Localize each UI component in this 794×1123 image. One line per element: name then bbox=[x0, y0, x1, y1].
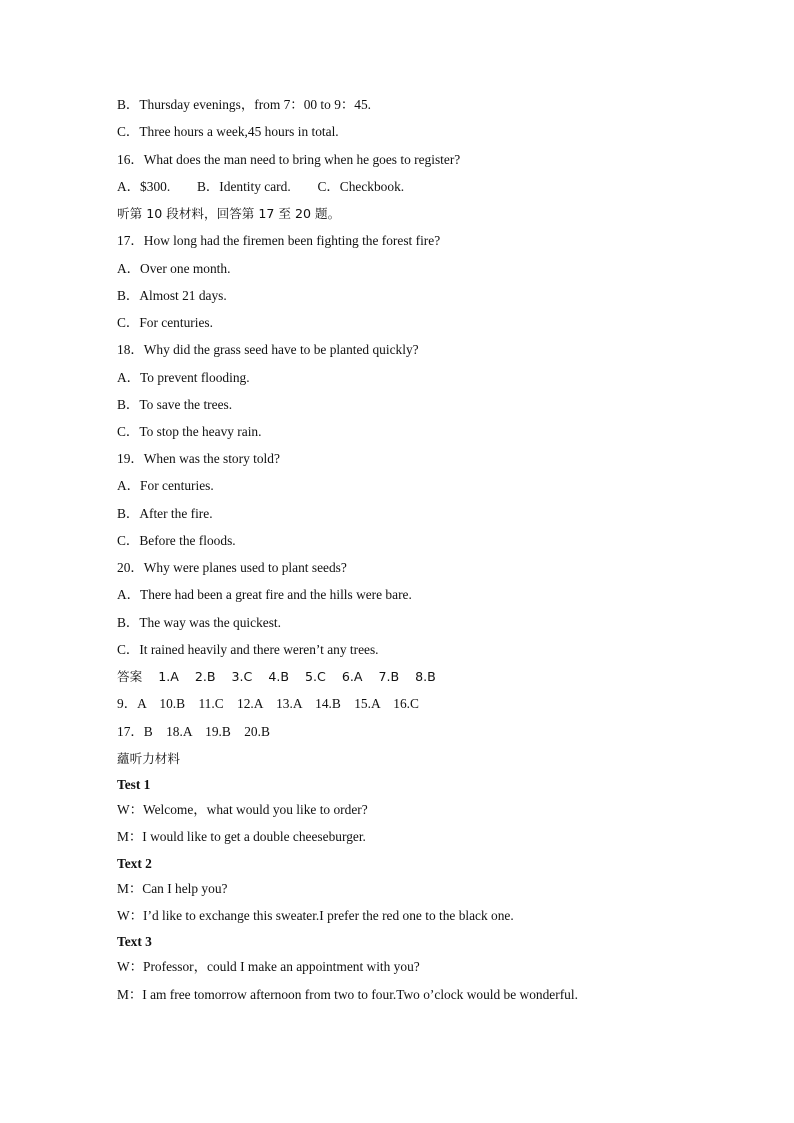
text-heading: Text 2 bbox=[117, 856, 152, 871]
option-line: A．To prevent flooding. bbox=[117, 370, 250, 385]
option-line: B．Almost 21 days. bbox=[117, 288, 227, 303]
section-instruction: 听第 10 段材料，回答第 17 至 20 题。 bbox=[117, 206, 341, 221]
option-line: A．For centuries. bbox=[117, 478, 214, 493]
option-line: A．Over one month. bbox=[117, 261, 231, 276]
option-line: C．For centuries. bbox=[117, 315, 213, 330]
answer-key-line: 9．A 10.B 11.C 12.A 13.A 14.B 15.A 16.C bbox=[117, 696, 419, 711]
dialogue-line: W：Professor，could I make an appointment with you? bbox=[117, 959, 420, 974]
text-heading: Test 1 bbox=[117, 777, 151, 792]
question-line: 16．What does the man need to bring when he goes to register? bbox=[117, 152, 461, 167]
option-line: A．There had been a great fire and the hills were bare. bbox=[117, 587, 412, 602]
question-line: 18．Why did the grass seed have to be planted quickly? bbox=[117, 342, 419, 357]
option-line: A．$300. B．Identity card. C．Checkbook. bbox=[117, 179, 405, 194]
option-line: C．Three hours a week,45 hours in total. bbox=[117, 124, 339, 139]
text-heading: Text 3 bbox=[117, 934, 152, 949]
answer-key-line: 答案 1.A 2.B 3.C 4.B 5.C 6.A 7.B 8.B bbox=[117, 669, 436, 684]
option-line: B．The way was the quickest. bbox=[117, 615, 281, 630]
dialogue-line: M：I am free tomorrow afternoon from two to four.Two o’clock would be wonderful. bbox=[117, 987, 578, 1002]
listening-material-heading: 蘊听力材料 bbox=[117, 751, 180, 766]
dialogue-line: W：Welcome，what would you like to order? bbox=[117, 802, 368, 817]
question-line: 19．When was the story told? bbox=[117, 451, 280, 466]
option-line: B．After the fire. bbox=[117, 506, 213, 521]
option-line: B．To save the trees. bbox=[117, 397, 233, 412]
dialogue-line: M：Can I help you? bbox=[117, 881, 228, 896]
dialogue-line: W：I’d like to exchange this sweater.I prefer the red one to the black one. bbox=[117, 908, 514, 923]
answer-key-line: 17．B 18.A 19.B 20.B bbox=[117, 724, 270, 739]
question-line: 17．How long had the firemen been fighting the forest fire? bbox=[117, 233, 441, 248]
option-line: B．Thursday evenings，from 7：00 to 9：45. bbox=[117, 97, 372, 112]
option-line: C．It rained heavily and there weren’t any trees. bbox=[117, 642, 379, 657]
option-line: C．Before the floods. bbox=[117, 533, 236, 548]
option-line: C．To stop the heavy rain. bbox=[117, 424, 262, 439]
dialogue-line: M：I would like to get a double cheeseburger. bbox=[117, 829, 366, 844]
question-line: 20．Why were planes used to plant seeds? bbox=[117, 560, 347, 575]
